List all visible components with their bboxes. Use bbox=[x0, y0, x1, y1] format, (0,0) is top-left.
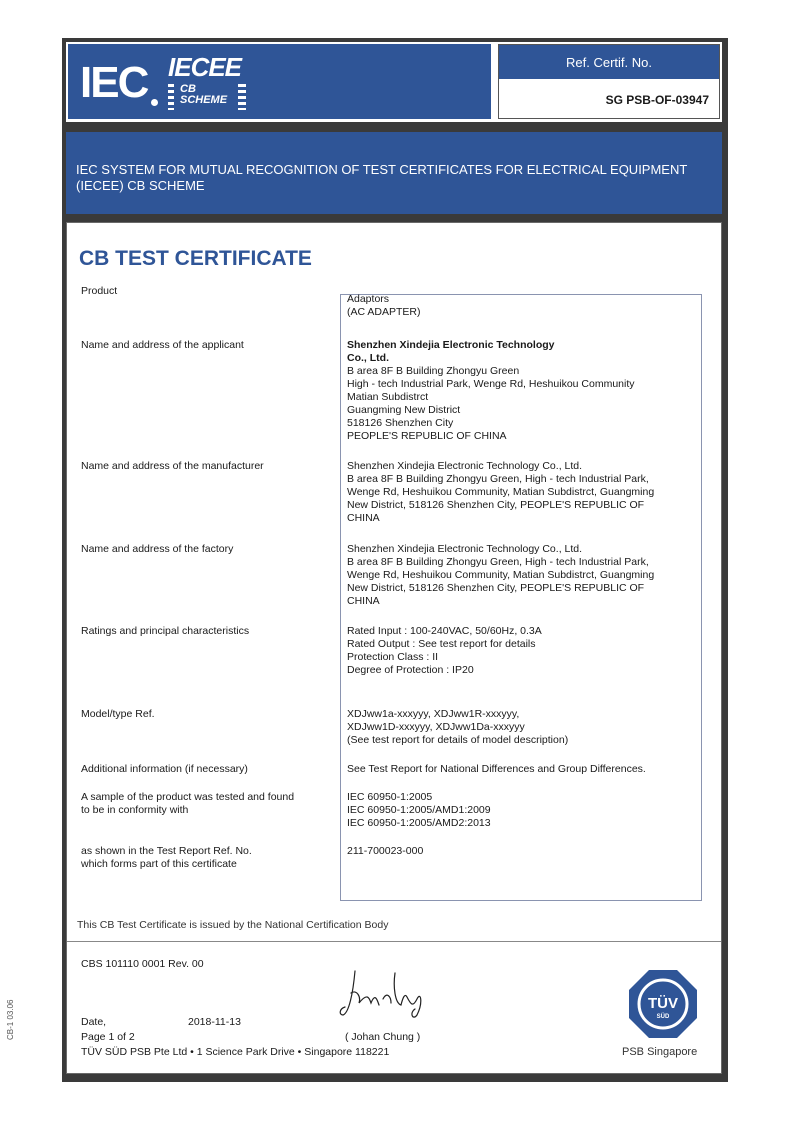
label-model: Model/type Ref. bbox=[81, 708, 155, 720]
value-product bbox=[347, 293, 697, 319]
date-value: 2018-11-13 bbox=[188, 1016, 241, 1028]
applicant-line: Matian Subdistrct bbox=[347, 391, 429, 403]
tuv-logo-sub: SÜD bbox=[656, 1014, 670, 1020]
test-report-label-line: as shown in the Test Report Ref. No. bbox=[81, 845, 252, 857]
logo-bars-right bbox=[238, 84, 246, 110]
side-code: CB-1 03.06 bbox=[6, 999, 15, 1040]
iec-logo bbox=[80, 54, 152, 112]
scheme-banner: IEC SYSTEM FOR MUTUAL RECOGNITION OF TEST CERTIFICATES FOR ELECTRICAL EQUIPMENT (IECEE) CB SCHEME bbox=[66, 132, 722, 214]
iecee-logo-text: IECEE bbox=[168, 52, 242, 82]
product-line: (AC ADAPTER) bbox=[347, 306, 421, 318]
certificate-title: CB TEST CERTIFICATE bbox=[79, 247, 312, 270]
value-factory bbox=[347, 543, 697, 608]
applicant-line: B area 8F B Building Zhongyu Green bbox=[347, 365, 520, 377]
psb-singapore-label: PSB Singapore bbox=[622, 1046, 698, 1058]
label-product: Product bbox=[81, 285, 118, 297]
factory-line: CHINA bbox=[347, 595, 380, 607]
certificate-frame bbox=[62, 38, 728, 1082]
model-line: XDJww1D-xxxyyy, XDJww1Da-xxxyyy bbox=[347, 721, 525, 733]
applicant-name: Co., Ltd. bbox=[347, 352, 389, 364]
product-line: Adaptors bbox=[347, 293, 390, 305]
value-applicant bbox=[347, 339, 697, 443]
value-standards bbox=[347, 791, 697, 830]
signer-name: ( Johan Chung ) bbox=[345, 1031, 421, 1043]
manufacturer-line: Wenge Rd, Heshuikou Community, Matian Subdistrct, Guangming bbox=[347, 486, 655, 498]
label-additional-info: Additional information (if necessary) bbox=[81, 763, 248, 775]
label-ratings: Ratings and principal characteristics bbox=[81, 625, 250, 637]
issuer-address: TÜV SÜD PSB Pte Ltd • 1 Science Park Drive • Singapore 118221 bbox=[81, 1046, 390, 1058]
ratings-line: Rated Output : See test report for details bbox=[347, 638, 536, 650]
issued-by-text: This CB Test Certificate is issued by the National Certification Body bbox=[77, 919, 389, 931]
iecee-cb-scheme-logo bbox=[168, 54, 248, 114]
label-conformity bbox=[81, 791, 294, 817]
cbs-number: CBS 101110 0001 Rev. 00 bbox=[81, 958, 204, 970]
standard-line: IEC 60950-1:2005/AMD2:2013 bbox=[347, 817, 491, 829]
value-ratings bbox=[347, 625, 697, 677]
ratings-line: Rated Input : 100-240VAC, 50/60Hz, 0.3A bbox=[347, 625, 542, 637]
value-model bbox=[347, 708, 697, 747]
additional-info-line: See Test Report for National Differences and Group Differences. bbox=[347, 763, 646, 775]
applicant-line: Guangming New District bbox=[347, 404, 461, 416]
factory-line: Wenge Rd, Heshuikou Community, Matian Subdistrct, Guangming bbox=[347, 569, 655, 581]
model-line: XDJww1a-xxxyyy, XDJww1R-xxxyyy, bbox=[347, 708, 520, 720]
signature-image bbox=[337, 963, 427, 1023]
value-manufacturer bbox=[347, 460, 697, 525]
label-test-report bbox=[81, 845, 252, 871]
label-factory: Name and address of the factory bbox=[81, 543, 234, 555]
manufacturer-line: CHINA bbox=[347, 512, 380, 524]
conformity-label-line: A sample of the product was tested and found bbox=[81, 791, 295, 803]
applicant-line: High - tech Industrial Park, Wenge Rd, Heshuikou Community bbox=[347, 378, 635, 390]
header bbox=[66, 42, 722, 122]
test-report-number: 211-700023-000 bbox=[347, 845, 424, 857]
factory-line: New District, 518126 Shenzhen City, PEOPLE'S REPUBLIC OF bbox=[347, 582, 645, 594]
scheme-logo-text: SCHEME bbox=[180, 94, 228, 106]
logo-bars-left bbox=[168, 84, 174, 110]
page-number: Page 1 of 2 bbox=[81, 1031, 135, 1043]
test-report-label-line: which forms part of this certificate bbox=[81, 858, 237, 870]
factory-line: Shenzhen Xindejia Electronic Technology Co., Ltd. bbox=[347, 543, 583, 555]
ratings-line: Degree of Protection : IP20 bbox=[347, 664, 474, 676]
factory-line: B area 8F B Building Zhongyu Green, High - tech Industrial Park, bbox=[347, 556, 649, 568]
tuv-sud-logo bbox=[627, 968, 699, 1040]
standard-line: IEC 60950-1:2005/AMD1:2009 bbox=[347, 804, 491, 816]
label-manufacturer: Name and address of the manufacturer bbox=[81, 460, 264, 472]
iec-logo-text: IEC bbox=[80, 58, 148, 107]
certificate-body bbox=[66, 222, 722, 1074]
standard-line: IEC 60950-1:2005 bbox=[347, 791, 433, 803]
conformity-label-line: to be in conformity with bbox=[81, 804, 189, 816]
signature-stroke bbox=[340, 971, 421, 1017]
model-line: (See test report for details of model description) bbox=[347, 734, 569, 746]
applicant-name: Shenzhen Xindejia Electronic Technology bbox=[347, 339, 555, 351]
ref-certif-number: SG PSB-OF-03947 bbox=[605, 93, 709, 107]
ref-certificate-box bbox=[498, 44, 720, 119]
tuv-logo-text: TÜV bbox=[648, 995, 678, 1012]
manufacturer-line: B area 8F B Building Zhongyu Green, High - tech Industrial Park, bbox=[347, 473, 649, 485]
ref-certif-title: Ref. Certif. No. bbox=[499, 45, 719, 79]
logo-panel bbox=[68, 44, 491, 119]
value-test-report bbox=[347, 845, 697, 858]
manufacturer-line: Shenzhen Xindejia Electronic Technology Co., Ltd. bbox=[347, 460, 583, 472]
label-applicant: Name and address of the applicant bbox=[81, 339, 244, 351]
footer-divider bbox=[67, 941, 721, 942]
date-label: Date, bbox=[81, 1016, 107, 1028]
ratings-line: Protection Class : II bbox=[347, 651, 439, 663]
iec-logo-dot bbox=[151, 99, 158, 106]
value-additional-info bbox=[347, 763, 697, 776]
applicant-line: 518126 Shenzhen City bbox=[347, 417, 454, 429]
cb-logo-text: CB bbox=[180, 83, 196, 95]
applicant-line: PEOPLE'S REPUBLIC OF CHINA bbox=[347, 430, 507, 442]
manufacturer-line: New District, 518126 Shenzhen City, PEOPLE'S REPUBLIC OF bbox=[347, 499, 645, 511]
